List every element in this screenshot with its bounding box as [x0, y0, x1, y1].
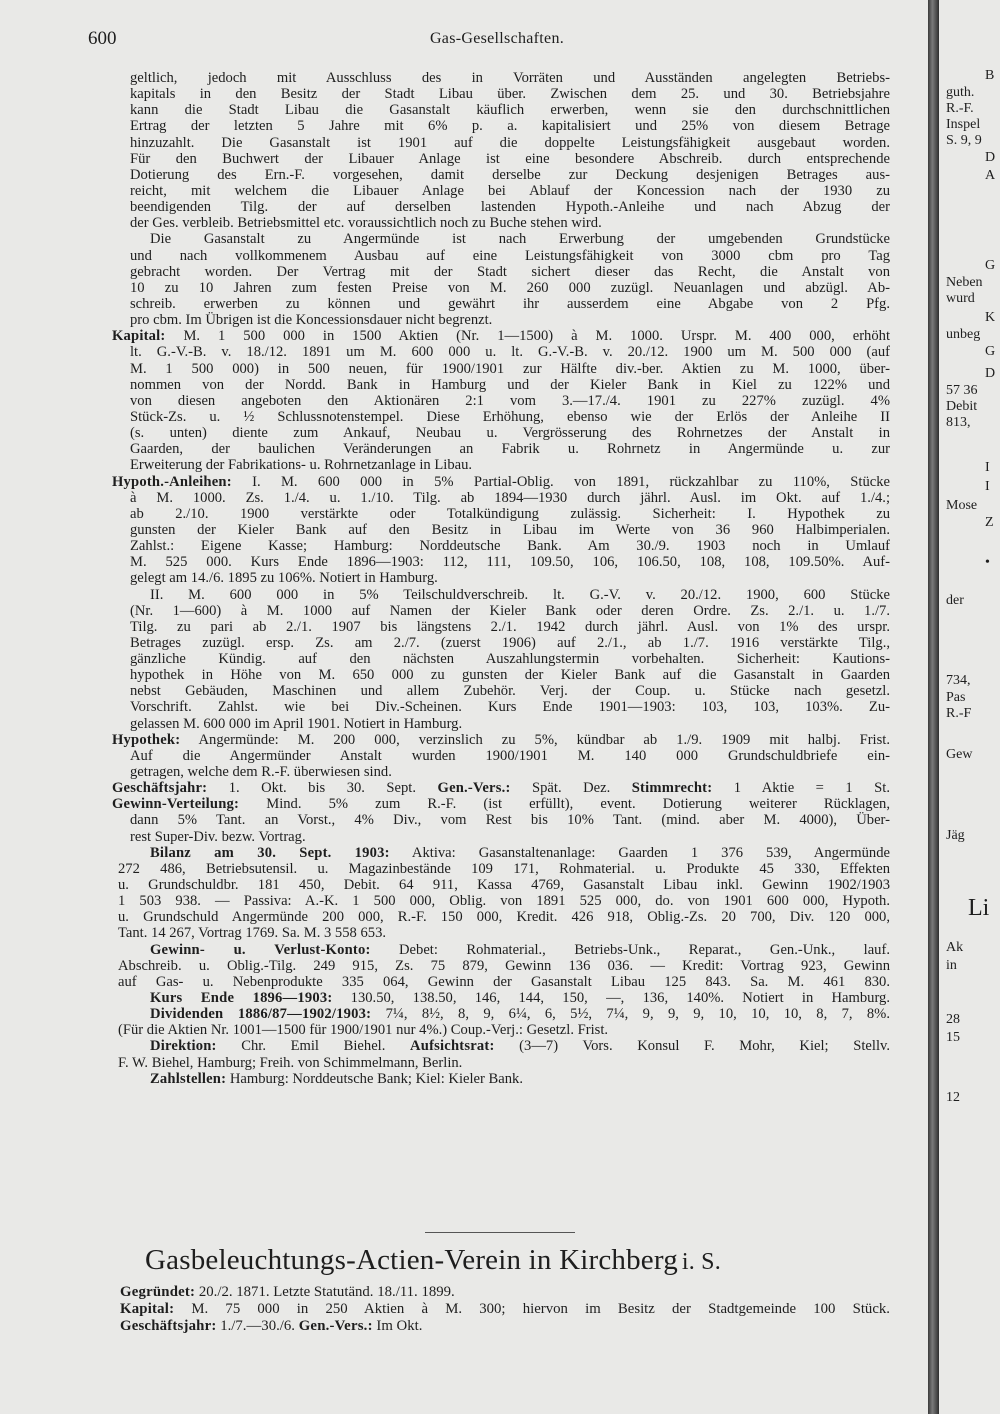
- fragment-text: A: [985, 168, 996, 183]
- next-entry-body: [120, 1284, 890, 1335]
- field-label: Gewinn- u. Verlust-Konto:: [150, 941, 371, 958]
- field-label: Zahlstellen:: [150, 1070, 227, 1087]
- fragment-text: Debit: [946, 399, 978, 414]
- fragment-text: R.-F: [946, 706, 972, 721]
- text-line: [120, 1301, 890, 1318]
- field-text: Erweiterung der Fabrikations- u. Rohrnetzanlage in Libau.: [130, 457, 473, 474]
- field-text: Dotierung des Ern.-F. vorgesehen, damit derselbe zur Deckung desjenigen Betrages aus-: [130, 166, 890, 183]
- text-line: [130, 587, 890, 603]
- field-text: Hamburg: Norddeutsche Bank; Kiel: Kieler Bank.: [226, 1070, 523, 1087]
- text-line: [130, 990, 890, 1006]
- field-text: Tilg. zu pari ab 2./1. 1907 bis längstens 2./1. 1942 durch jährl. Ausl. von 1% des urspr.: [130, 618, 890, 635]
- field-label: Gewinn-Verteilung:: [112, 796, 240, 813]
- fragment-text: R.-F.: [946, 101, 974, 116]
- text-line: [130, 167, 890, 183]
- field-label: Geschäftsjahr:: [120, 1318, 217, 1334]
- text-line: [130, 280, 890, 296]
- field-text: 7¼, 8½, 8, 9, 6¼, 6, 5½, 7¼, 9, 9, 9, 10, 10, 10, 8, 7, 8%.: [371, 1006, 890, 1023]
- text-line: [112, 328, 890, 344]
- field-text: Aktiva: Gasanstaltenanlage: Gaarden 1 376 539, Angermünde: [389, 844, 890, 861]
- text-line: [120, 1318, 890, 1335]
- company-entry-body: [112, 70, 890, 1087]
- text-line: [130, 845, 890, 861]
- text-line: [130, 812, 890, 828]
- page-number: 600: [88, 28, 117, 49]
- text-line: [130, 102, 890, 118]
- text-line: [130, 264, 890, 280]
- field-text: Zahlst.: Eigene Kasse; Hamburg: Norddeutsche Bank. Am 30./9. 1903 noch in Umlauf: [130, 538, 890, 555]
- entry-heading-title: Gasbeleuchtungs-Actien-Verein in Kirchberg: [145, 1244, 678, 1276]
- field-text: u. Grundschuldbr. 181 450, Debit. 64 911, Kassa 4769, Gasanstalt Libau inkl. Gewinn 1902/1903: [118, 877, 890, 894]
- text-line: [130, 651, 890, 667]
- field-text: kapitals in den Besitz der Stadt Libau über. Zwischen dem 25. und 30. Betriebsjahre: [130, 86, 890, 103]
- text-line: [130, 393, 890, 409]
- fragment-text: Mose: [946, 498, 978, 513]
- text-line: [130, 312, 890, 328]
- fragment-text: wurd: [946, 291, 975, 306]
- field-label: Geschäftsjahr:: [112, 780, 208, 797]
- field-text: rest Super-Div. bezw. Vortrag.: [130, 828, 306, 845]
- fragment-text: unbeg: [946, 327, 981, 342]
- field-label: Dividenden 1886/87—1902/1903:: [150, 1006, 372, 1023]
- fragment-text: G: [985, 258, 996, 273]
- field-text: Mind. 5% zum R.-F. (ist erfüllt), event. Dotierung weiterer Rücklagen,: [239, 796, 890, 813]
- text-line: [130, 70, 890, 86]
- field-text: (Nr. 1—600) à M. 1000 auf Namen der Kieler Bank oder deren Ordre. Zs. 2./1. u. 1./7.: [130, 602, 890, 619]
- page-gutter-edge: [928, 0, 939, 1414]
- fragment-text: 57 36: [946, 383, 978, 398]
- field-text: F. W. Biehel, Hamburg; Freih. von Schimmelmann, Berlin.: [118, 1054, 463, 1071]
- fragment-text: Gew: [946, 747, 973, 762]
- field-text: und nach vollkommenem Ausbau auf eine Leistungsfähigkeit von 3000 cbm pro Tag: [130, 247, 890, 264]
- field-text: Chr. Emil Biehel.: [216, 1038, 411, 1055]
- field-text: u. Grundschuld Angermünde 200 000, R.-F. 150 000, Kredit. 426 918, Oblig.-Zs. 20 700, Div. 120 000,: [118, 909, 890, 926]
- field-text: I. M. 600 000 in 5% Partial-Oblig. von 1891, rückzahlbar zu 110%, Stücke: [231, 473, 890, 490]
- running-title-text: Gas-Gesellschaften.: [429, 30, 565, 47]
- text-line: [130, 764, 890, 780]
- text-line: [130, 748, 890, 764]
- field-text: Im Okt.: [372, 1318, 423, 1334]
- text-line: [130, 522, 890, 538]
- text-line: [130, 829, 890, 845]
- field-text: reicht, mit welchem die Libauer Anlage bei Ablauf der Koncession nach der 1930 zu: [130, 182, 890, 199]
- fragment-text: 15: [946, 1030, 960, 1045]
- text-line: [130, 344, 890, 360]
- field-text: dann 5% Tant. an Vorst., 4% Div., vom Rest bis 10% Tant. (mind. aber M. 4000), Über-: [130, 812, 890, 829]
- text-line: [118, 958, 890, 974]
- entry-heading: [145, 1244, 721, 1277]
- field-text: M. 1 500 000 in 1500 Aktien (Nr. 1—1500) à M. 1000. Urspr. M. 400 000, erhöht: [165, 328, 890, 345]
- field-label: Gen.-Vers.:: [298, 1318, 373, 1334]
- text-line: [118, 1022, 890, 1038]
- text-line: [130, 1006, 890, 1022]
- text-line: [130, 248, 890, 264]
- field-text: Ertrag der letzten 5 Jahre mit 6% p. a. kapitalisiert und 25% von diesem Betrage: [130, 118, 890, 135]
- field-label: Kapital:: [112, 328, 166, 345]
- field-text: Für den Buchwert der Libauer Anlage ist eine besondere Abschreib. durch entsprechende: [130, 150, 890, 167]
- field-text: Betrages zuzügl. ersp. Zs. am 2./7. (zuerst 1906) auf 2./1., ab 1./7. 1916 verstärkte Tilg.,: [130, 634, 890, 651]
- field-text: Angermünde: M. 200 000, verzinslich zu 5%, kündbar ab 1./9. 1909 mit halbj. Frist.: [180, 731, 890, 748]
- field-text: hypothek in Höhe von M. 650 000 zu gunsten der Kieler Bank auf die Gasanstalt in Gaarden: [130, 667, 890, 684]
- field-text: Auf die Angermünder Anstalt wurden 1900/1901 M. 140 000 Grundschuldbriefe ein-: [130, 747, 890, 764]
- text-line: [130, 457, 890, 473]
- text-line: [118, 974, 890, 990]
- field-label: Kurs Ende 1896—1903:: [150, 990, 333, 1007]
- field-text: 10 zu 10 Jahren zum festen Preise von M. 260 000 zuzügl. Neuanlagen und abzügl. Ab-: [130, 279, 890, 296]
- field-text: pro cbm. Im Übrigen ist die Koncessionsdauer nicht begrenzt.: [130, 312, 493, 329]
- field-text: gunsten der Kieler Bank auf den Besitz in Libau im Werte von 36 960 Halbimperialen.: [130, 521, 890, 538]
- field-text: getragen, welche dem R.-F. überwiesen sind.: [130, 764, 392, 781]
- field-text: schreib. erwerben zu können und gewährt ihr ausserdem eine Abgabe von 2 Pfg.: [130, 295, 890, 312]
- field-text: Debet: Rohmaterial., Betriebs-Unk., Reparat., Gen.-Unk., lauf.: [370, 941, 890, 958]
- fragment-text: 28: [946, 1012, 960, 1027]
- fragment-text: B: [985, 68, 995, 83]
- field-text: gelegt am 14./6. 1895 zu 106%. Notiert in Hamburg.: [130, 570, 438, 587]
- field-text: (Für die Aktien Nr. 1001—1500 für 1900/1901 nur 4%.) Coup.-Verj.: Gesetzl. Frist.: [118, 1022, 609, 1039]
- text-line: [130, 151, 890, 167]
- field-text: kann die Stadt Libau die Gasanstalt käuflich erwerben, wenn sie den durchschnittlichen: [130, 102, 890, 119]
- field-text: 1. Okt. bis 30. Sept.: [207, 780, 438, 797]
- field-text: Spät. Dez.: [510, 780, 632, 797]
- fragment-text: Pas: [946, 690, 966, 705]
- text-line: [130, 570, 890, 586]
- field-label: Stimmrecht:: [631, 780, 713, 797]
- fragment-text: in: [946, 958, 957, 973]
- text-line: [130, 716, 890, 732]
- field-text: beendigenden Tilg. der auf derselben lastenden Hypoth.-Anleihe und nach Abzug der: [130, 199, 890, 216]
- text-line: [130, 118, 890, 134]
- fragment-text: Z: [985, 515, 994, 530]
- text-line: [130, 215, 890, 231]
- field-text: nebst Gebäuden, Maschinen und allem Zubehör. Verj. der Coup. u. Stücke nach gesetzl.: [130, 683, 890, 700]
- text-line: [130, 296, 890, 312]
- fragment-text: Ak: [946, 940, 964, 955]
- field-text: gebracht worden. Der Vertrag mit der Stadt sichert dieser das Recht, die Anstalt von: [130, 263, 890, 280]
- field-text: 20./2. 1871. Letzte Statutänd. 18./11. 1899.: [195, 1284, 455, 1300]
- field-text: 272 486, Betriebsutensil. u. Magazinbestände 109 171, Rohmaterial. u. Produkte 45 330, Effekten: [118, 860, 890, 877]
- fragment-text: D: [985, 150, 996, 165]
- fragment-text: guth.: [946, 85, 975, 100]
- field-text: Tant. 14 267, Vortrag 1769. Sa. M. 3 558 653.: [118, 925, 387, 942]
- text-line: [118, 861, 890, 877]
- text-line: [130, 619, 890, 635]
- field-label: Hypothek:: [112, 731, 181, 748]
- text-line: [112, 732, 890, 748]
- field-label: Kapital:: [120, 1301, 175, 1317]
- field-text: Vorschrift. Zahlst. wie bei Div.-Scheinen. Kurs Ende 1901—1903: 103, 103, 103%. Zu-: [130, 699, 890, 716]
- text-line: [130, 409, 890, 425]
- entry-heading-suffix: i. S.: [681, 1249, 721, 1275]
- text-line: [130, 377, 890, 393]
- field-text: Abschreib. u. Oblig.-Tilg. 249 915, Zs. 75 879, Gewinn 136 036. — Kredit: Vortrag 923, Gewinn: [118, 957, 890, 974]
- field-label: Bilanz am 30. Sept. 1903:: [150, 844, 390, 861]
- text-line: [130, 1038, 890, 1054]
- text-line: [112, 796, 890, 812]
- fragment-text: der: [946, 593, 964, 608]
- field-text: (s. unten) diente zum Ankauf, Neubau u. Vergrösserung des Rohrnetzes der Anstalt in: [130, 425, 890, 442]
- field-text: der Ges. verbleib. Betriebsmittel etc. voraussichtlich noch zu Buche stehen wird.: [130, 215, 602, 232]
- text-line: [130, 425, 890, 441]
- field-label: Aufsichtsrat:: [410, 1038, 495, 1055]
- text-line: [130, 603, 890, 619]
- field-text: auf Gas- u. Nebenprodukte 335 064, Gewinn der Gasanstalt Libau 125 843. Sa. M. 461 830.: [118, 973, 890, 990]
- fragment-text: 12: [946, 1090, 960, 1105]
- fragment-text: I: [985, 460, 990, 475]
- field-text: nommen von der Nordd. Bank in Hamburg und der Kieler Bank in Kiel zu 122% und: [130, 376, 890, 393]
- fragment-text: I: [985, 479, 990, 494]
- field-text: hinzuzahlt. Die Gasanstalt ist 1901 auf die doppelte Leistungsfähigkeit ausgebaut worden.: [130, 134, 890, 151]
- field-text: gelassen M. 600 000 im April 1901. Notiert in Hamburg.: [130, 715, 463, 732]
- text-line: [112, 780, 890, 796]
- text-line: [130, 231, 890, 247]
- field-text: gänzliche Kündig. auf den nächsten Auszahlungstermin vorbehalten. Sicherheit: Kautions-: [130, 651, 890, 668]
- fragment-text: Inspel: [946, 117, 981, 132]
- field-text: à M. 1000. Zs. 1./4. u. 1./10. Tilg. ab 1894—1930 durch jährl. Ausl. im Okt. auf 1./4.;: [130, 489, 890, 506]
- field-text: M. 1 500 000) in 500 neuen, für 1900/1901 zur Hälfte div.-ber. Aktien zu M. 1000, über-: [130, 360, 890, 377]
- text-line: [130, 506, 890, 522]
- field-text: M. 525 000. Kurs Ende 1896—1903: 112, 111, 109.50, 106, 106.50, 108, 108, 109.50%. Auf-: [130, 554, 890, 571]
- running-title: [0, 30, 1000, 48]
- field-text: II. M. 600 000 in 5% Teilschuldverschreib. lt. G.-V. v. 20./12. 1900, 600 Stücke: [150, 586, 890, 603]
- text-line: [120, 1284, 890, 1301]
- field-text: Gaarden, der baulichen Veränderungen an Fabrik u. Rohrnetz in Angermünde u. zur: [130, 441, 890, 458]
- field-text: geltlich, jedoch mit Ausschluss des in Vorräten und Ausständen angelegten Betriebs-: [130, 70, 890, 86]
- field-text: Stück-Zs. u. ½ Schlussnotenstempel. Diese Erhöhung, ebenso wie der Erlös der Anleihe II: [130, 408, 890, 425]
- fragment-text: •: [985, 555, 990, 570]
- field-text: 1 503 938. — Passiva: A.-K. 1 500 000, Oblig. von 1891 525 000, do. von 1901 600 000, Hypoth.: [118, 893, 890, 910]
- fragment-text: G: [985, 344, 996, 359]
- entry-separator: [425, 1232, 575, 1233]
- text-line: [130, 683, 890, 699]
- text-line: [118, 893, 890, 909]
- text-line: [130, 199, 890, 215]
- text-line: [130, 699, 890, 715]
- text-line: [130, 667, 890, 683]
- fragment-text: 813,: [946, 415, 971, 430]
- fragment-text: Neben: [946, 275, 983, 290]
- field-text: Die Gasanstalt zu Angermünde ist nach Erwerbung der umgebenden Grundstücke: [150, 231, 890, 248]
- text-line: [118, 925, 890, 941]
- fragment-text: K: [985, 310, 996, 325]
- fragment-text: 734,: [946, 673, 971, 688]
- text-line: [130, 538, 890, 554]
- field-text: 1./7.—30./6.: [216, 1318, 299, 1334]
- field-text: (3—7) Vors. Konsul F. Mohr, Kiel; Stellv.: [494, 1038, 890, 1055]
- fragment-text: Li: [968, 895, 990, 921]
- text-line: [130, 635, 890, 651]
- text-line: [118, 877, 890, 893]
- text-line: [130, 86, 890, 102]
- field-text: von diesen angeboten den Aktionären 2:1 vom 3.—17./4. 1901 zu 227% zuzügl. 4%: [130, 392, 890, 409]
- field-label: Hypoth.-Anleihen:: [112, 473, 232, 490]
- text-line: [130, 490, 890, 506]
- text-line: [130, 361, 890, 377]
- text-line: [112, 474, 890, 490]
- text-line: [130, 554, 890, 570]
- text-line: [130, 1071, 890, 1087]
- fragment-text: D: [985, 366, 996, 381]
- text-line: [130, 183, 890, 199]
- field-label: Direktion:: [150, 1038, 217, 1055]
- field-text: ab 2./10. 1900 verstärkte oder Totalkündigung zulässig. Sicherheit: I. Hypothek zu: [130, 505, 890, 522]
- fragment-text: S. 9, 9: [946, 133, 982, 148]
- text-line: [118, 1055, 890, 1071]
- field-text: M. 75 000 in 250 Aktien à M. 300; hiervon im Besitz der Stadtgemeinde 100 Stück.: [174, 1301, 890, 1317]
- field-label: Gegründet:: [120, 1284, 196, 1300]
- fragment-text: Jäg: [946, 828, 965, 843]
- field-text: 1 Aktie = 1 St.: [712, 780, 890, 797]
- text-line: [118, 909, 890, 925]
- text-line: [130, 135, 890, 151]
- field-text: lt. G.-V.-B. v. 18./12. 1891 um M. 600 000 u. lt. G.-V.-B. v. 20./12. 1900 um M. 500 000 (auf: [130, 344, 890, 361]
- field-label: Gen.-Vers.:: [437, 780, 511, 797]
- text-line: [130, 942, 890, 958]
- field-text: 130.50, 138.50, 146, 144, 150, —, 136, 140%. Notiert in Hamburg.: [332, 990, 890, 1007]
- text-line: [130, 441, 890, 457]
